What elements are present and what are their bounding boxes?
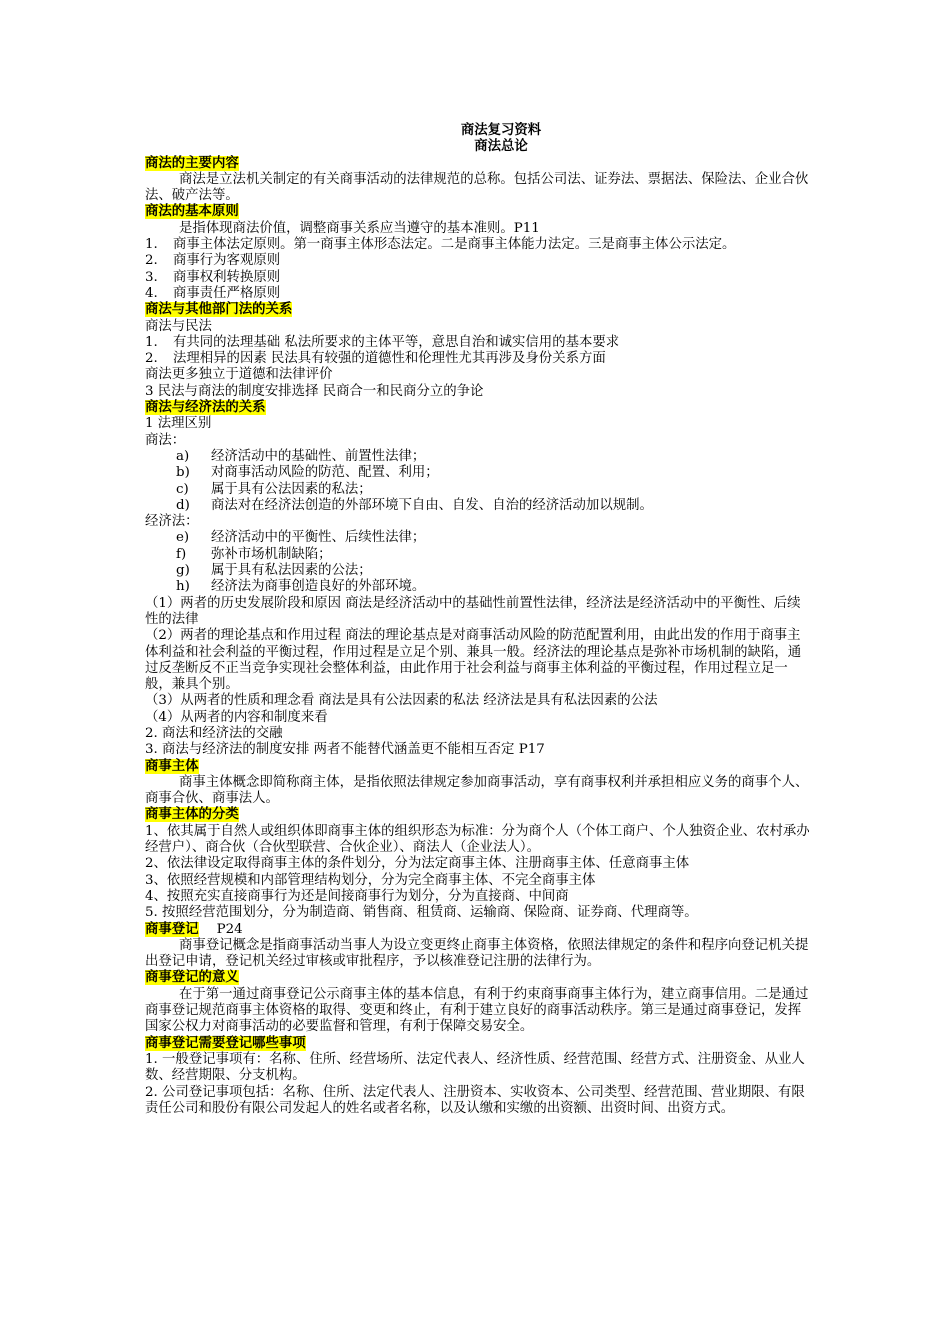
heading-registration: 商事登记 P24 [145, 921, 243, 937]
list-item: b) 对商事活动风险的防范、配置、利用； [176, 465, 439, 481]
paragraph: 2. 商法和经济法的交融 [145, 725, 283, 741]
paragraph: 商法是立法机关制定的有关商事活动的法律规范的总称。包括公司法、证券法、票据法、保险法、企业合伙法、破产法等。 [145, 171, 809, 204]
list-item: e) 经济活动中的平衡性、后续性法律； [176, 530, 426, 546]
paragraph: 4、按照充实直接商事行为还是间接商事行为划分，分为直接商、中间商 [145, 888, 569, 904]
heading-other-laws: 商法与其他部门法的关系 [145, 302, 293, 318]
paragraph: 1. 一般登记事项有：名称、住所、经营场所、法定代表人、经济性质、经营范围、经营方式、注册资金、从业人数、经营期限、分支机构。 [145, 1051, 805, 1084]
paragraph: 2. 公司登记事项包括：名称、住所、法定代表人、注册资本、实收资本、公司类型、经营范围、营业期限、有限责任公司和股份有限公司发起人的姓名或者名称，以及认缴和实缴的出资额、出资时间、出资方式。 [145, 1084, 805, 1116]
list-item: 2. 法理相异的因素 民法具有较强的道德性和伦理性尤其再涉及身份关系方面 [145, 351, 606, 367]
paragraph: 1、依其属于自然人或组织体即商事主体的组织形态为标准：分为商个人（个体工商户、个人独资企业、农村承办经营户）、商合伙（合伙型联营、合伙企业）、商法人（企业法人）。 [145, 823, 810, 856]
list-item: d) 商法对在经济法创造的外部环境下自由、自发、自治的经济活动加以规制。 [176, 497, 653, 513]
list-item: f) 弥补市场机制缺陷； [176, 546, 332, 562]
list-item: 2. 商事行为客观原则 [145, 253, 281, 269]
document-subtitle: 商法总论 [474, 139, 528, 155]
heading-commercial-subject: 商事主体 [145, 758, 199, 774]
paragraph: 是指体现商法价值，调整商事关系应当遵守的基本准则。P11 [179, 220, 540, 236]
list-item: g) 属于具有私法因素的公法； [176, 563, 372, 579]
heading-registration-items: 商事登记需要登记哪些事项 [145, 1035, 306, 1051]
paragraph: 商事登记概念是指商事活动当事人为设立变更终止商事主体资格，依照法律规定的条件和程序向登记机关提出登记申请，登记机关经过审核或审批程序，予以核准登记注册的法律行为。 [145, 937, 809, 970]
paragraph: 经济法： [145, 514, 199, 530]
list-item: c) 属于具有公法因素的私法； [176, 481, 372, 497]
list-item: a) 经济活动中的基础性、前置性法律； [176, 448, 426, 464]
list-item: 1. 有共同的法理基础 私法所要求的主体平等，意思自治和诚实信用的基本要求 [145, 334, 620, 350]
heading-economic-law: 商法与经济法的关系 [145, 400, 266, 416]
paragraph: 2、依法律设定取得商事主体的条件划分，分为法定商事主体、注册商事主体、任意商事主体 [145, 856, 690, 872]
paragraph: 商法更多独立于道德和法律评价 [145, 367, 333, 383]
paragraph: 商法与民法 [145, 318, 212, 334]
heading-subject-classification: 商事主体的分类 [145, 807, 239, 823]
document-title: 商法复习资料 [460, 123, 542, 138]
paragraph: 商法： [145, 432, 186, 448]
paragraph: （4）从两者的内容和制度来看 [145, 709, 328, 725]
paragraph: 3、依照经营规模和内部管理结构划分，分为完全商事主体、不完全商事主体 [145, 872, 596, 888]
paragraph: （1）两者的历史发展阶段和原因 商法是经济活动中的基础性前置性法律，经济法是经济活动中的平衡性、后续性的法律 [145, 595, 801, 627]
paragraph: 3. 商法与经济法的制度安排 两者不能替代涵盖更不能相互否定 P17 [145, 742, 545, 758]
paragraph: 5. 按照经营范围划分，分为制造商、销售商、租赁商、运输商、保险商、证券商、代理商等。 [145, 905, 698, 921]
list-item: 4. 商事责任严格原则 [145, 285, 281, 301]
heading-basic-principles: 商法的基本原则 [145, 204, 239, 220]
page-reference: P24 [216, 921, 243, 937]
heading-registration-meaning: 商事登记的意义 [145, 970, 239, 986]
paragraph: 商事主体概念即简称商主体，是指依照法律规定参加商事活动，享有商事权利并承担相应义务的商事个人、商事合伙、商事法人。 [145, 774, 809, 807]
paragraph: 1 法理区别 [145, 416, 212, 432]
list-item: h) 经济法为商事创造良好的外部环境。 [176, 579, 426, 595]
paragraph: 在于第一通过商事登记公示商事主体的基本信息，有利于约束商事商事主体行为，建立商事信用。二是通过商事登记规范商事主体资格的取得、变更和终止，有利于建立良好的商事活动秩序。第三是通过商事登记，发挥国家公权力对商事活动的必要监督和管理，有利于保障交易安全。 [145, 986, 809, 1035]
document-page [145, 122, 813, 1117]
list-item: 1. 商事主体法定原则。第一商事主体形态法定。二是商事主体能力法定。三是商事主体公示法定。 [145, 237, 736, 253]
list-item: 3. 商事权利转换原则 [145, 269, 281, 285]
paragraph: 3 民法与商法的制度安排选择 民商合一和民商分立的争论 [145, 383, 484, 399]
paragraph: （2）两者的理论基点和作用过程 商法的理论基点是对商事活动风险的防范配置利用，由此出发的作用于商事主体利益和社会利益的平衡过程，作用过程是立足个别、兼具一般。经济法的理论基点是弥补市场机制的缺陷，通过反垄断反不正当竞争实现社会整体利益，由此作用于社会利益与商事主体利益的平衡过程，作用过程立足一般，兼具个别。 [145, 628, 802, 693]
paragraph: （3）从两者的性质和理念看 商法是具有公法因素的私法 经济法是具有私法因素的公法 [145, 693, 658, 709]
heading-main-content: 商法的主要内容 [145, 155, 239, 171]
